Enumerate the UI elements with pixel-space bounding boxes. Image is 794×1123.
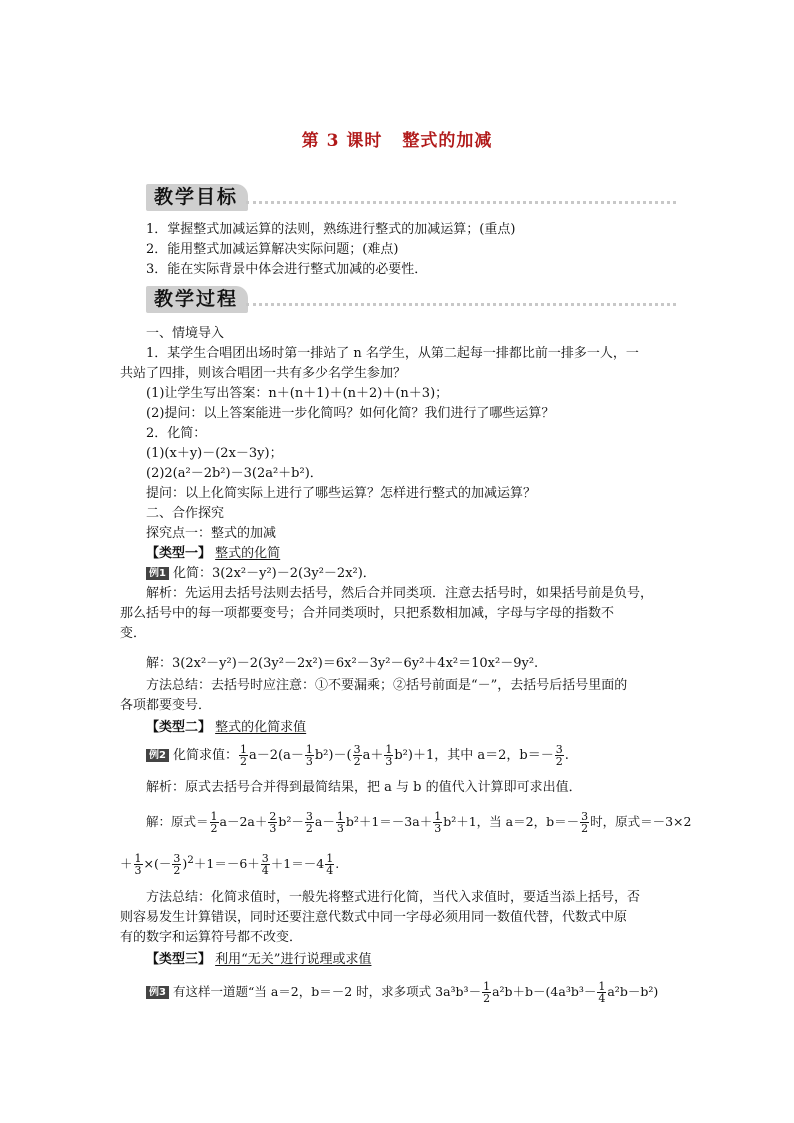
solution-2-line-2: ＋ $\frac{1}{3}$ ×(－ $\frac{3}{2}$ )$^2$＋1＝－6＋ $\frac{3}{4}$ ＋1＝－4 $\frac{1}{4}$ . xyxy=(120,852,340,878)
fraction: $\frac{3}{2}$ xyxy=(305,810,313,835)
paragraph: 探究点一：整式的加减 xyxy=(146,526,277,541)
dotted-divider xyxy=(246,303,676,306)
type-name: 整式的化简求值 xyxy=(215,720,307,735)
lesson-topic: 整式的加减 xyxy=(402,131,493,151)
expr: b² xyxy=(314,748,329,763)
paragraph: (2)提问：以上答案能进一步化简吗？如何化简？我们进行了哪些运算？ xyxy=(146,406,555,421)
paragraph: 各项都要变号． xyxy=(120,698,212,713)
fraction: $\frac{1}{3}$ xyxy=(134,852,142,878)
example-3: 例3 有这样一道题“当 a＝2，b＝－2 时，求多项式 3a³b³－ $\frac{1}{2}$ a²b＋b－(4a³b³－ $\frac{1}{4}$ a²b－b²) xyxy=(146,978,676,1006)
fraction: $\frac{1}{4}$ xyxy=(598,980,606,1005)
lesson-number: 第 3 课时 xyxy=(301,131,383,151)
example-2: 例2 化简求值： $\frac{1}{2}$ a－2(a－ $\frac{1}{3}$ b²)－( $\frac{3}{2}$ a＋ $\frac{1}{3}$ b²)＋1，其中 a＝2，b＝－ $\frac{3}{2}$ . xyxy=(146,742,676,770)
fraction: $\frac{1}{3}$ xyxy=(336,810,344,835)
type-heading-1 xyxy=(146,544,676,564)
paragraph: 提问：以上化简实际上进行了哪些运算？怎样进行整式的加减运算？ xyxy=(146,486,537,501)
expr: a＋ xyxy=(362,748,384,763)
fraction: $\frac{1}{2}$ xyxy=(239,743,247,768)
type-heading-2 xyxy=(146,718,676,738)
expr: b² xyxy=(394,748,408,763)
expr: a－2 xyxy=(248,748,279,763)
goal-item-3: 3．能在实际背景中体会进行整式加减的必要性． xyxy=(146,262,428,277)
solution-2-line-1: 解：原式＝ $\frac{1}{2}$ a－2a＋ $\frac{2}{3}$ b²－ $\frac{3}{2}$ a－ $\frac{1}{3}$ b²＋1＝－3a＋ $\frac{1}{3}$ b²＋1，当 a＝2，b＝－ $\frac{3}{2}$ 时，原式＝－3×2 xyxy=(146,810,692,835)
fraction: $\frac{3}{2}$ xyxy=(555,743,563,768)
fraction: $\frac{3}{2}$ xyxy=(173,852,181,878)
expr: － xyxy=(333,748,347,763)
paragraph: 2．化简： xyxy=(146,426,207,441)
fraction: $\frac{1}{3}$ xyxy=(305,743,313,768)
fraction: $\frac{1}{4}$ xyxy=(326,852,334,878)
section-banner-goals xyxy=(146,184,676,214)
fraction: $\frac{2}{3}$ xyxy=(269,810,277,835)
dotted-divider xyxy=(246,201,676,204)
paragraph: 方法总结：化简求值时，一般先将整式进行化简，当代入求值时，要适当添上括号，否 xyxy=(146,890,641,905)
lesson-title xyxy=(0,126,794,151)
paragraph: 那么括号中的每一项都要变号；合并同类项时，只把系数相加减，字母与字母的指数不 xyxy=(120,606,615,621)
fraction: $\frac{1}{3}$ xyxy=(434,810,442,835)
example-badge: 例1 xyxy=(146,567,169,580)
type-tag: 【类型一】 xyxy=(146,546,212,561)
paragraph: 解：3(2x²－y²)－2(3y²－2x²)＝6x²－3y²－6y²＋4x²＝10x²－9y². xyxy=(146,656,539,671)
paragraph: 解析：原式去括号合并得到最简结果，把 a 与 b 的值代入计算即可求出值． xyxy=(146,780,582,795)
paragraph: 方法总结：去括号时应注意：①不要漏乘；②括号前面是“－”，去括号后括号里面的 xyxy=(146,678,628,693)
paragraph: 则容易发生计算错误，同时还要注意代数式中同一字母必须用同一数值代替，代数式中原 xyxy=(120,910,628,925)
type-tag: 【类型三】 xyxy=(146,952,212,967)
type-tag: 【类型二】 xyxy=(146,720,212,735)
paragraph: (2)2(a²－2b²)－3(2a²＋b²)． xyxy=(146,466,323,481)
section-heading-process: 教学过程 xyxy=(146,286,248,313)
paragraph: 解析：先运用去括号法则去括号，然后合并同类项．注意去括号时，如果括号前是负号， xyxy=(146,586,654,601)
section-heading-goals: 教学目标 xyxy=(146,184,248,211)
paragraph: 1．某学生合唱团出场时第一排站了 n 名学生，从第二起每一排都比前一排多一人，一 xyxy=(146,346,639,361)
fraction: $\frac{1}{2}$ xyxy=(210,810,218,835)
example-badge: 例2 xyxy=(146,749,169,762)
expr: a－ xyxy=(283,748,304,763)
paragraph: 变． xyxy=(120,626,147,641)
example-badge: 例3 xyxy=(146,986,169,999)
section-banner-process xyxy=(146,286,676,316)
paragraph: 二、合作探究 xyxy=(146,506,225,521)
goal-item-1: 1．掌握整式加减运算的法则，熟练进行整式的加减运算；(重点) xyxy=(146,222,516,237)
fraction: $\frac{3}{2}$ xyxy=(353,743,361,768)
paragraph: 有的数字和运算符号都不改变． xyxy=(120,930,303,945)
expr: . xyxy=(564,748,569,763)
type-name: 利用“无关”进行说理或求值 xyxy=(215,952,372,967)
expr: ＋1，其中 a＝2，b＝－ xyxy=(412,748,554,763)
paragraph: (1)让学生写出答案：n＋(n＋1)＋(n＋2)＋(n＋3)； xyxy=(146,386,449,401)
fraction: $\frac{1}{2}$ xyxy=(483,980,491,1005)
fraction: $\frac{3}{4}$ xyxy=(261,852,269,878)
goal-item-2: 2．能用整式加减运算解决实际问题；(难点) xyxy=(146,242,399,257)
paragraph: (1)(x＋y)－(2x－3y)； xyxy=(146,446,283,461)
example-1 xyxy=(146,564,676,584)
fraction: $\frac{3}{2}$ xyxy=(581,810,589,835)
type-name: 整式的化简 xyxy=(215,546,281,561)
example-lead: 化简求值： xyxy=(172,748,238,763)
type-heading-3 xyxy=(146,950,676,970)
paragraph: 一、情境导入 xyxy=(146,326,225,341)
example-text: 化简：3(2x²－y²)－2(3y²－2x²)． xyxy=(172,566,376,581)
fraction: $\frac{1}{3}$ xyxy=(385,743,393,768)
paragraph: 共站了四排，则该合唱团一共有多少名学生参加？ xyxy=(120,366,407,381)
